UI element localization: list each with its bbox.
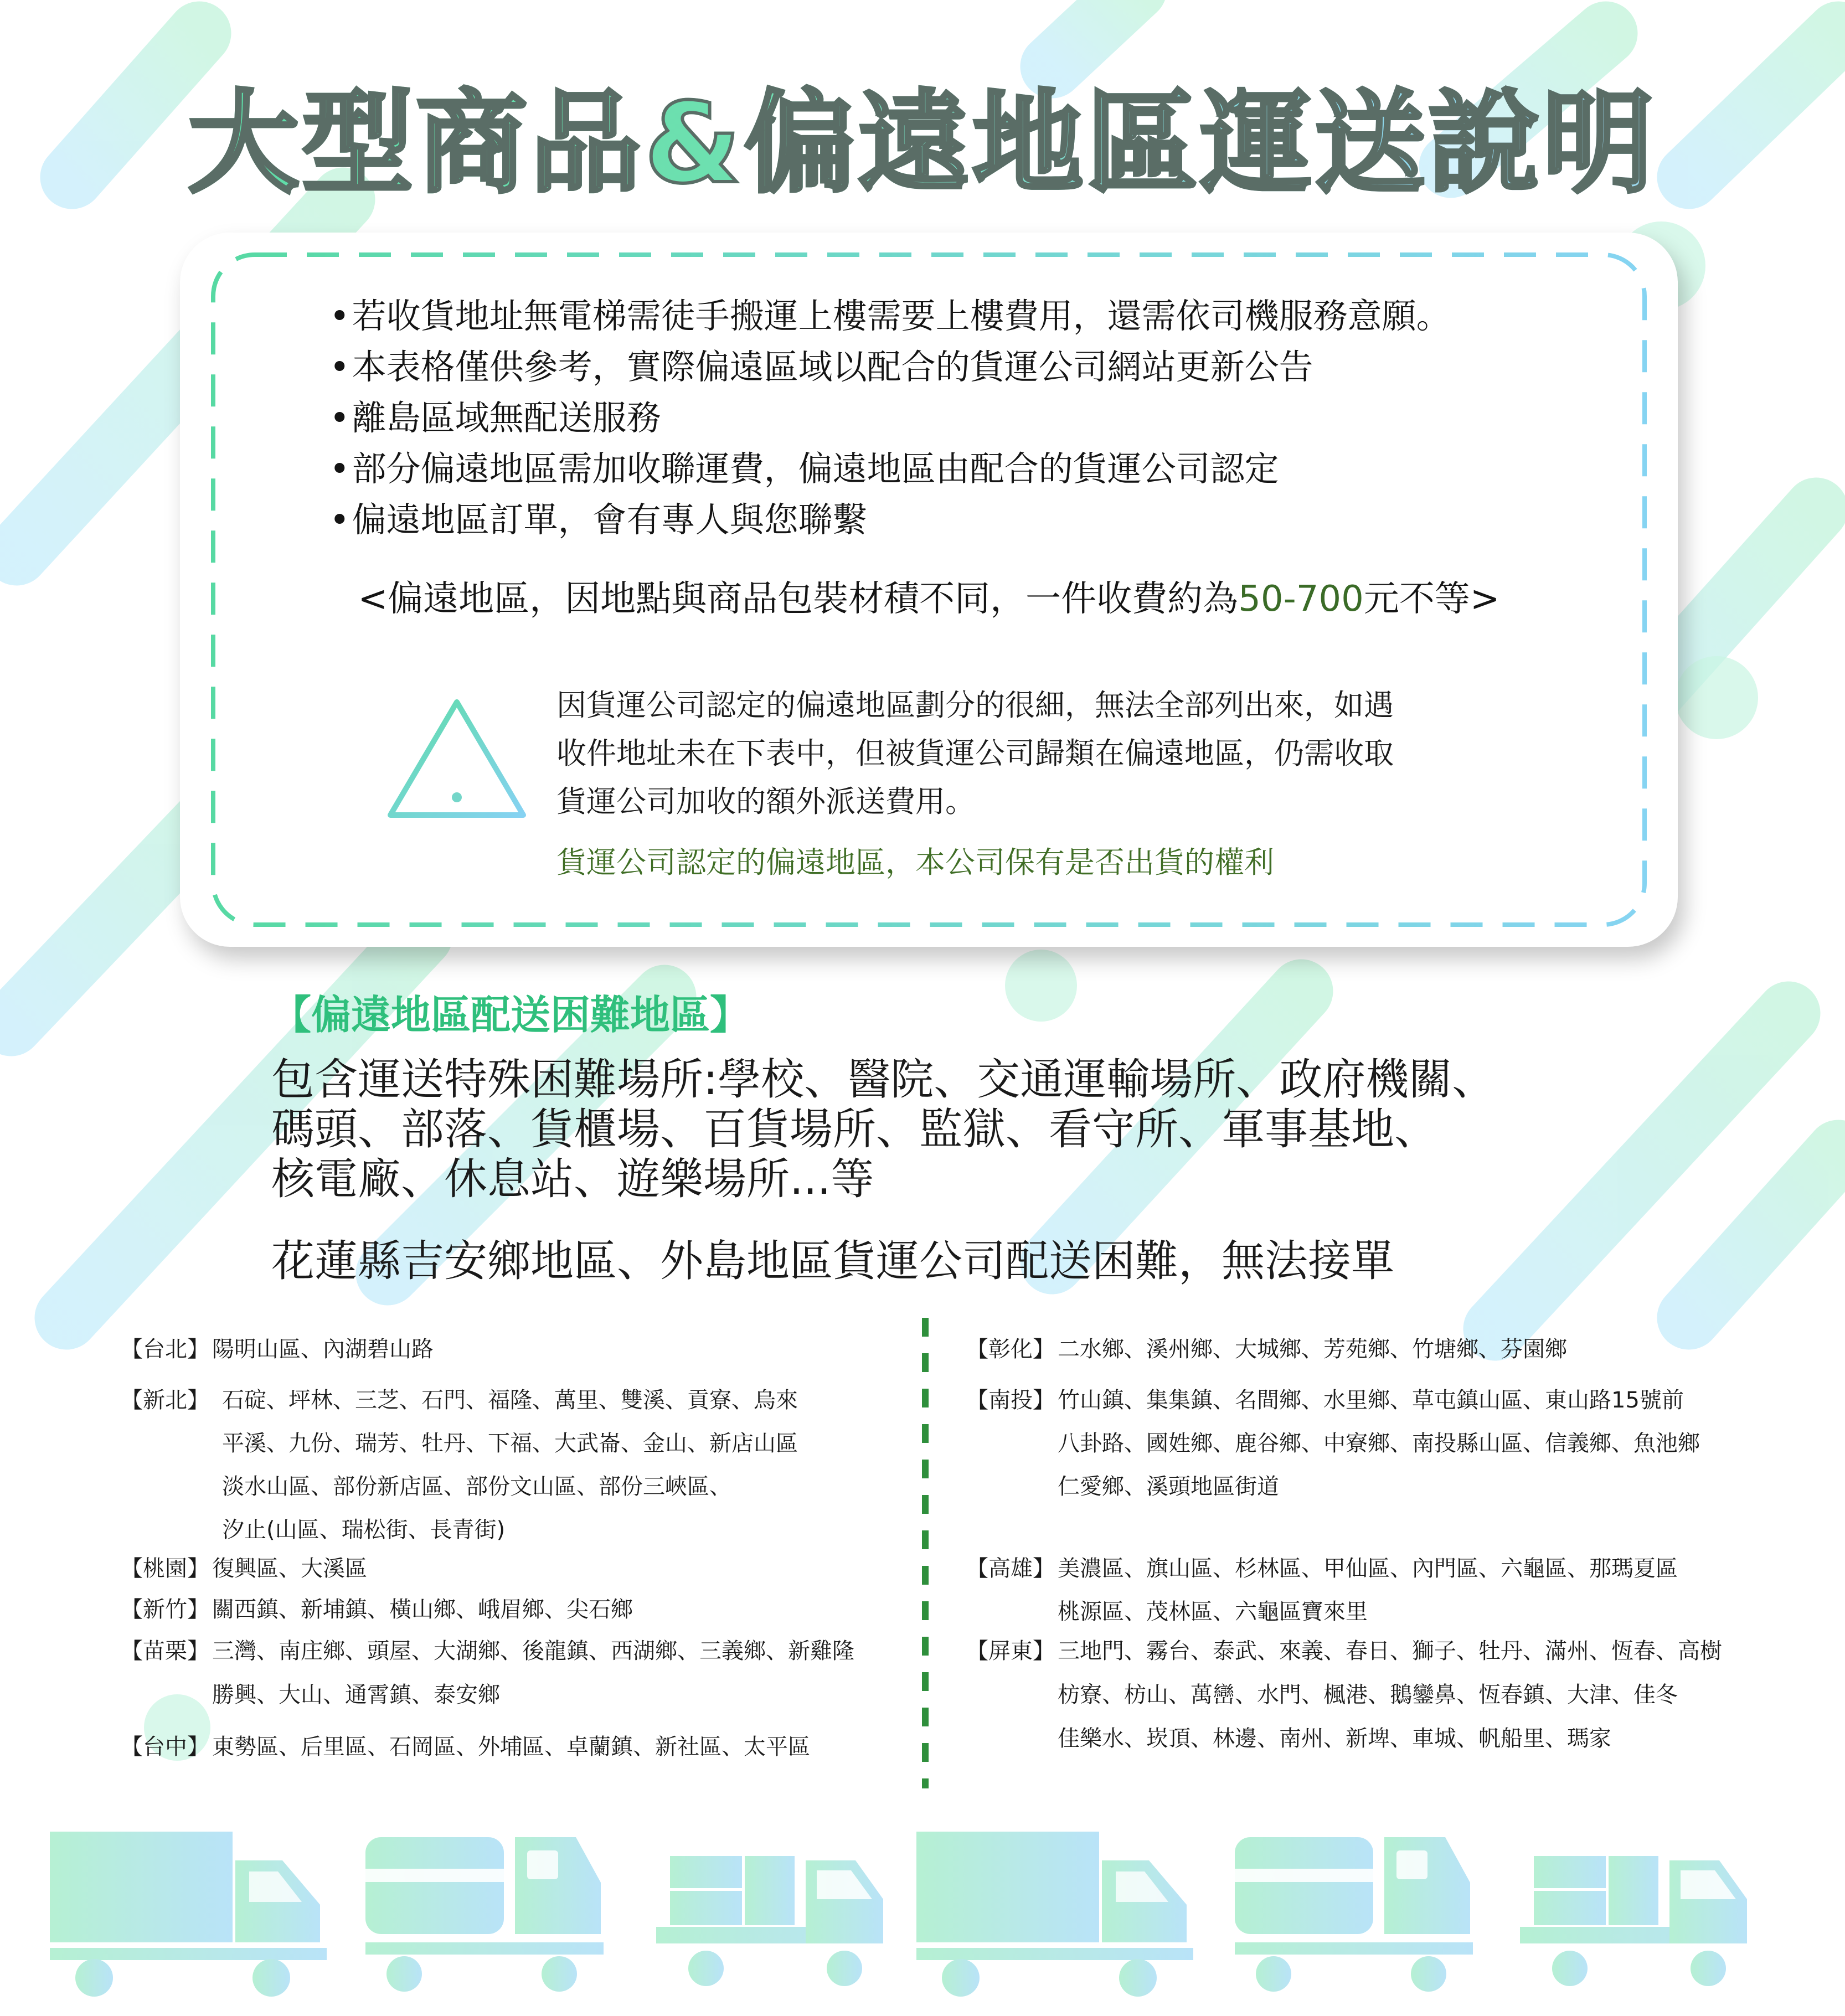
- note-item: • 本表格僅供參考，實際偏遠區域以配合的貨運公司網站更新公告: [329, 342, 1451, 393]
- warning-triangle-icon: [382, 692, 532, 825]
- region-areas-cont: 桃源區、茂林區、六龜區寶來里: [1058, 1599, 1368, 1625]
- fee-range: 50-700: [1238, 579, 1364, 620]
- region-label: 【台中】: [121, 1734, 209, 1760]
- region-label: 【苗栗】: [121, 1638, 209, 1664]
- shipping-rights-notice: 貨運公司認定的偏遠地區，本公司保有是否出貨的權利: [556, 845, 1274, 880]
- region-areas-cont: 汐止(山區、瑞松街、長青街): [222, 1517, 506, 1543]
- region-taoyuan: [121, 1551, 367, 1582]
- region-taichung: [121, 1729, 810, 1761]
- note-item: • 若收貨地址無電梯需徒手搬運上樓需要上樓費用，還需依司機服務意願。: [329, 291, 1451, 342]
- notes-list: [329, 291, 1451, 545]
- region-hsinchu: [121, 1592, 633, 1623]
- truck-icon: [656, 1856, 883, 1986]
- warning-line: 因貨運公司認定的偏遠地區劃分的很細，無法全部列出來，如遇: [556, 688, 1394, 723]
- region-label: 【台北】: [121, 1337, 209, 1362]
- region-label: 【南投】: [966, 1388, 1055, 1413]
- note-item: • 部分偏遠地區需加收聯運費，偏遠地區由配合的貨運公司認定: [329, 444, 1451, 494]
- places-line: 核電廠、休息站、遊樂場所...等: [271, 1154, 874, 1204]
- region-label: 【高雄】: [966, 1556, 1055, 1581]
- fee-suffix: 元不等>: [1363, 579, 1500, 620]
- difficult-places: [271, 1055, 1495, 1204]
- warning-line: 收件地址未在下表中，但被貨運公司歸類在偏遠地區，仍需收取: [556, 736, 1394, 771]
- region-areas: 石碇、坪林、三芝、石門、福隆、萬里、雙溪、貢寮、烏來: [222, 1388, 798, 1413]
- region-kaohsiung: [966, 1551, 1678, 1582]
- places-line: 碼頭、部落、貨櫃場、百貨場所、監獄、看守所、軍事基地、: [271, 1105, 1438, 1154]
- places-line: 包含運送特殊困難場所:學校、醫院、交通運輸場所、政府機關、: [271, 1055, 1496, 1105]
- region-label: 【桃園】: [121, 1556, 209, 1581]
- region-areas-cont: 仁愛鄉、溪頭地區街道: [1058, 1474, 1279, 1499]
- region-label: 【彰化】: [966, 1337, 1055, 1362]
- truck-icon: [50, 1832, 327, 1997]
- region-changhua: [966, 1332, 1567, 1363]
- region-areas: 三灣、南庄鄉、頭屋、大湖鄉、後龍鎮、西湖鄉、三義鄉、新雞隆: [212, 1638, 854, 1664]
- region-label: 【新北】: [121, 1388, 209, 1413]
- truck-icon: [1520, 1856, 1747, 1986]
- region-miaoli: [121, 1633, 854, 1665]
- note-item: • 離島區域無配送服務: [329, 393, 1451, 444]
- region-areas: 關西鎮、新埔鎮、橫山鄉、峨眉鄉、尖石鄉: [212, 1597, 633, 1622]
- column-divider: [921, 1318, 929, 1788]
- difficult-areas-heading: 【偏遠地區配送困難地區】: [271, 992, 750, 1038]
- region-areas: 二水鄉、溪州鄉、大城鄉、芳苑鄉、竹塘鄉、芬園鄉: [1058, 1337, 1567, 1362]
- region-areas-cont: 平溪、九份、瑞芳、牡丹、下福、大武崙、金山、新店山區: [222, 1431, 798, 1456]
- region-areas-cont: 枋寮、枋山、萬巒、水門、楓港、鵝鑾鼻、恆春鎮、大津、佳冬: [1058, 1682, 1678, 1708]
- region-label: 【新竹】: [121, 1597, 209, 1622]
- truck-icon: [1235, 1837, 1473, 1992]
- region-taipei: [121, 1332, 434, 1363]
- warning-line: 貨運公司加收的額外派送費用。: [556, 784, 975, 819]
- region-nantou: [966, 1383, 1684, 1414]
- no-delivery-notice: 花蓮縣吉安鄉地區、外島地區貨運公司配送困難，無法接單: [271, 1236, 1395, 1286]
- warning-text: [556, 681, 1394, 826]
- fee-prefix: <偏遠地區，因地點與商品包裝材積不同，一件收費約為: [358, 579, 1239, 620]
- region-areas: 復興區、大溪區: [212, 1556, 367, 1581]
- region-areas-cont: 淡水山區、部份新店區、部份文山區、部份三峽區、: [222, 1474, 731, 1499]
- truck-illustrations: [0, 1816, 1845, 2016]
- region-areas-cont: 勝興、大山、通霄鎮、泰安鄉: [212, 1682, 500, 1708]
- region-areas-cont: 八卦路、國姓鄉、鹿谷鄉、中寮鄉、南投縣山區、信義鄉、魚池鄉: [1058, 1431, 1700, 1456]
- page-title: 大型商品&偏遠地區運送說明: [0, 83, 1845, 205]
- region-areas-cont: 佳樂水、崁頂、林邊、南州、新埤、車城、帆船里、瑪家: [1058, 1726, 1611, 1751]
- region-pingtung: [966, 1633, 1722, 1665]
- region-areas: 東勢區、后里區、石岡區、外埔區、卓蘭鎮、新社區、太平區: [212, 1734, 810, 1760]
- fee-line: [180, 570, 1678, 621]
- truck-icon: [916, 1832, 1193, 1997]
- region-areas: 陽明山區、內湖碧山路: [212, 1337, 434, 1362]
- note-item: • 偏遠地區訂單，會有專人與您聯繫: [329, 494, 1451, 545]
- region-areas: 竹山鎮、集集鎮、名間鄉、水里鄉、草屯鎮山區、東山路15號前: [1058, 1388, 1684, 1413]
- region-new-taipei: [121, 1383, 798, 1414]
- region-areas: 美濃區、旗山區、杉林區、甲仙區、內門區、六龜區、那瑪夏區: [1058, 1556, 1678, 1581]
- region-areas: 三地門、霧台、泰武、來義、春日、獅子、牡丹、滿州、恆春、高樹: [1058, 1638, 1722, 1664]
- notice-card: [180, 233, 1678, 947]
- region-label: 【屏東】: [966, 1638, 1055, 1664]
- truck-icon: [365, 1837, 604, 1992]
